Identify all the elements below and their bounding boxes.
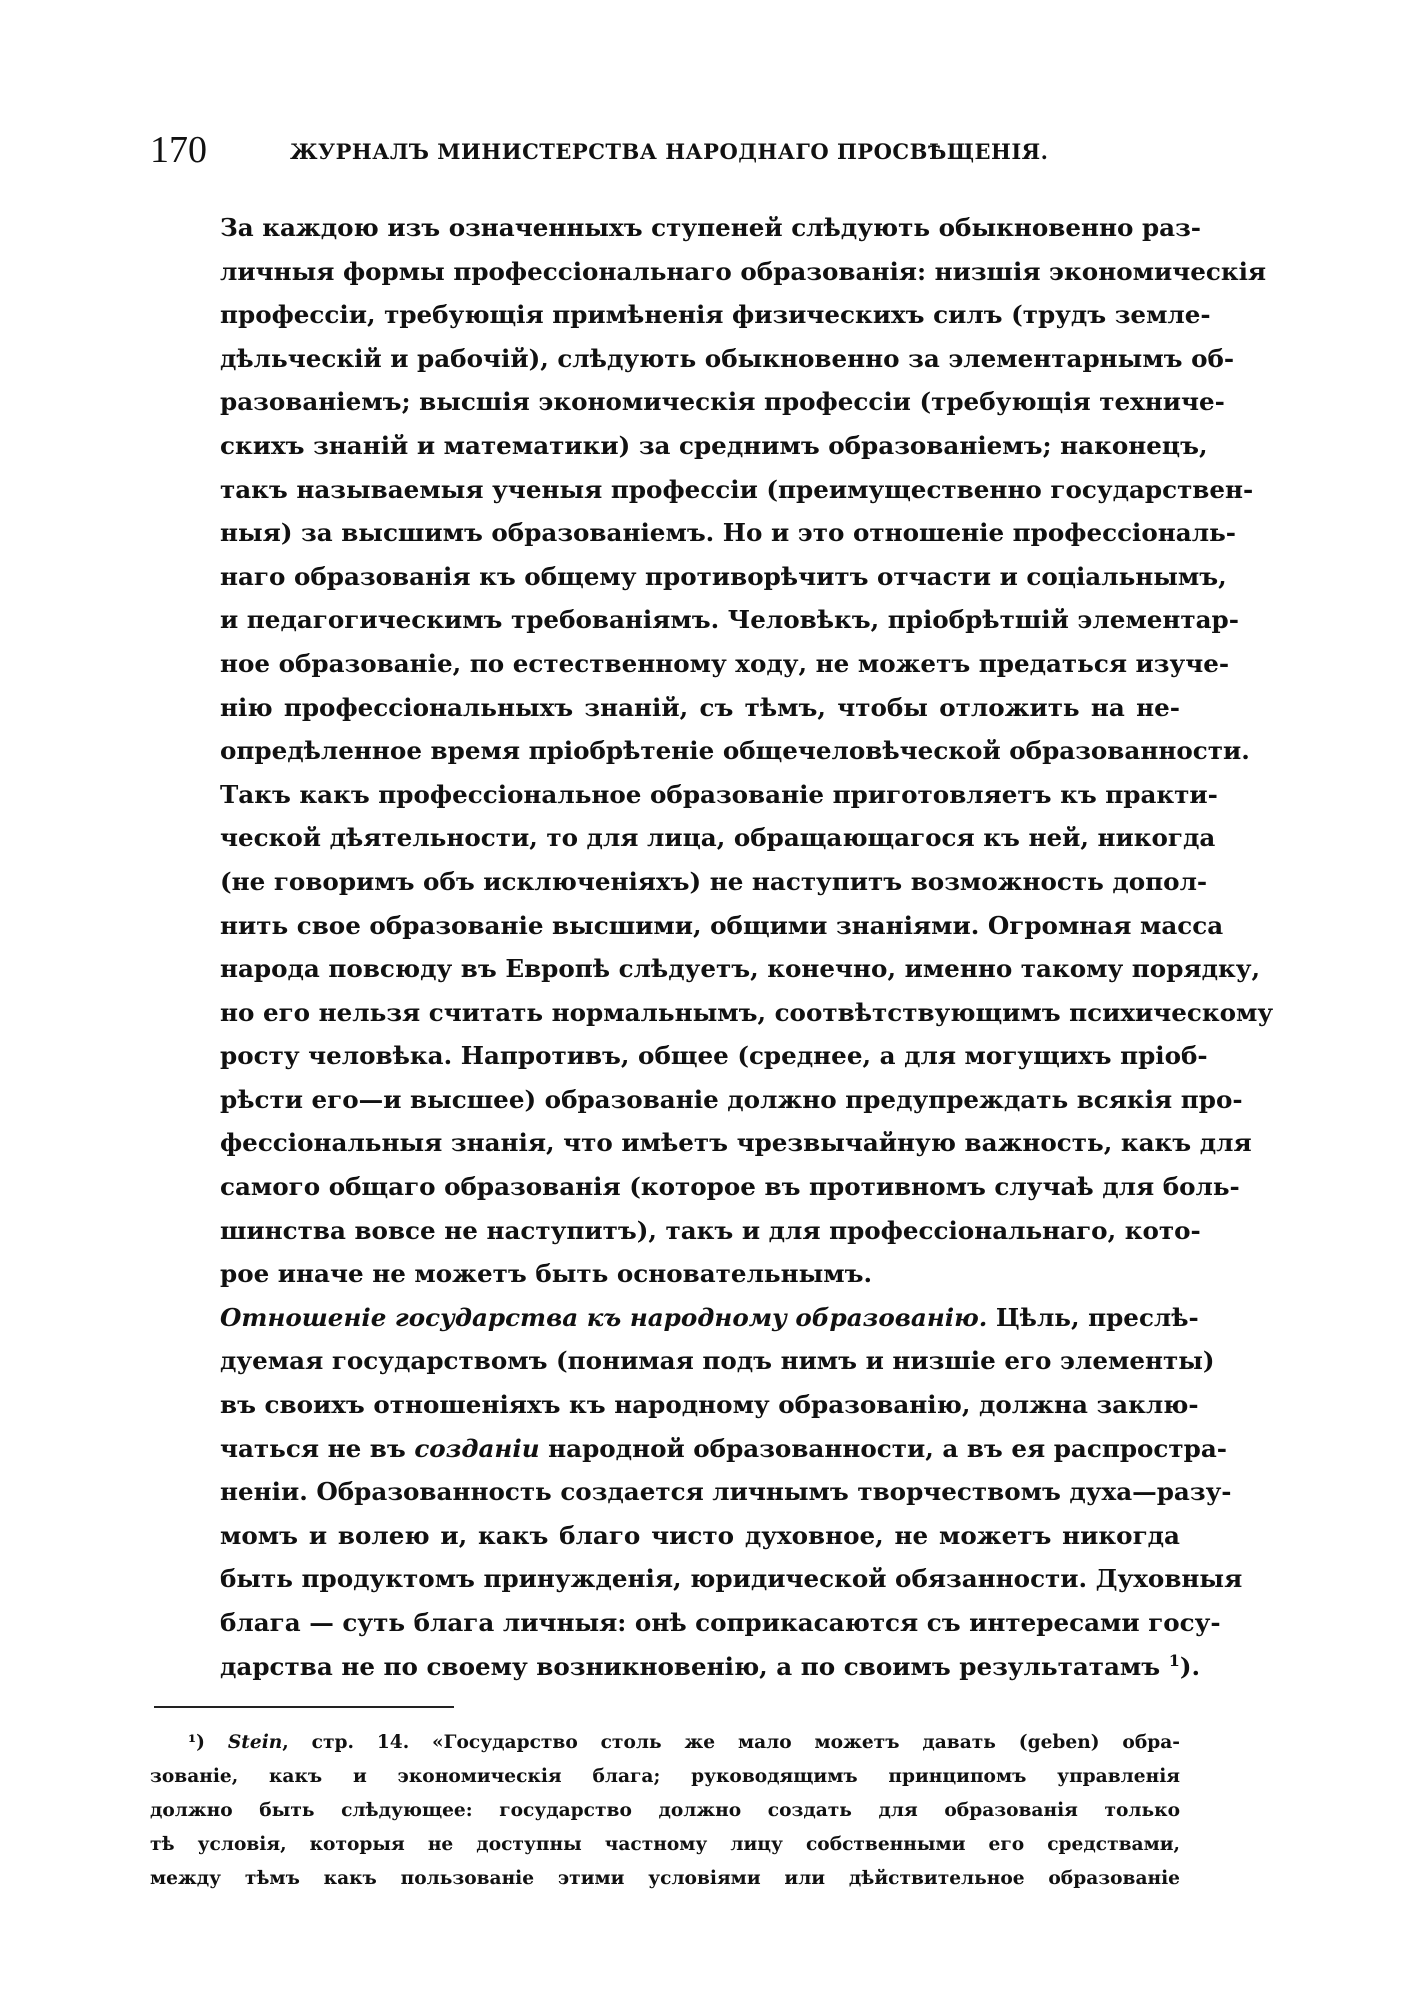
paragraph-1-line-4: дѣльческій и рабочій), слѣдують обыкновенно за элементарнымъ об-	[220, 343, 1235, 373]
paragraph-2-line-2: дуемая государствомъ (понимая подъ нимъ и низшіе его элементы)	[220, 1346, 1215, 1376]
paragraph-2	[150, 1296, 1243, 1688]
paragraph-1-line-17: нить свое образованіе высшими, общими знаніями. Огромная масса	[220, 910, 1224, 940]
footnote-line-1: ¹) Stein, стр. 14. «Государство столь же мало можетъ давать (geben) обра-	[188, 1732, 1180, 1754]
paragraph-1-line-7: такъ называемыя ученыя профессіи (преимущественно государствен-	[220, 474, 1254, 504]
footnote-line-4: тѣ условія, которыя не доступны частному лицу собственными его средствами,	[150, 1834, 1180, 1856]
footnote-reference[interactable]: 1	[1168, 1650, 1180, 1670]
footnote-line-2: зованіе, какъ и экономическія блага; руководящимъ принципомъ управленія	[150, 1766, 1180, 1788]
paragraph-1-line-10: и педагогическимъ требованіямъ. Человѣкъ, пріобрѣтшій элементар-	[220, 605, 1239, 635]
section-title: Отношеніе государства къ народному образованію.	[220, 1302, 988, 1332]
paragraph-1-line-21: рѣсти его—и высшее) образованіе должно предупреждать всякія про-	[220, 1084, 1243, 1114]
paragraph-1-line-2: личныя формы профессіональнаго образованія: низшія экономическія	[220, 256, 1267, 286]
paragraph-1-line-20: росту человѣка. Напротивъ, общее (среднее, а для могущихъ пріоб-	[220, 1041, 1208, 1071]
body-text	[150, 206, 1274, 1688]
paragraph-1-line-9: наго образованія къ общему противорѣчитъ отчасти и соціальнымъ,	[220, 561, 1227, 591]
page-number: 170	[150, 129, 207, 171]
paragraph-1-line-25: рое иначе не можетъ быть основательнымъ.	[220, 1259, 873, 1289]
paragraph-1-line-8: ныя) за высшимъ образованіемъ. Но и это отношеніе профессіональ-	[220, 518, 1236, 548]
paragraph-1-line-23: самого общаго образованія (которое въ противномъ случаѣ для боль-	[220, 1172, 1240, 1202]
paragraph-1-line-12: нію профессіональныхъ знаній, съ тѣмъ, чтобы отложить на не-	[220, 692, 1180, 722]
footnote-line-5: между тѣмъ какъ пользованіе этими условіями или дѣйствительное образованіе	[150, 1868, 1180, 1890]
paragraph-1-line-3: профессіи, требующія примѣненія физическихъ силъ (трудъ земле-	[220, 300, 1211, 330]
paragraph-1-line-14: Такъ какъ профессіональное образованіе приготовляетъ къ практи-	[220, 779, 1218, 809]
paragraph-2-line-8: блага — суть блага личныя: онѣ соприкасаются съ интересами госу-	[220, 1608, 1221, 1637]
italic-word: созданіи	[414, 1433, 540, 1463]
footnote-divider	[154, 1706, 454, 1708]
paragraph-2-line-3: въ своихъ отношеніяхъ къ народному образованію, должна заклю-	[220, 1390, 1199, 1420]
paragraph-1-line-22: фессіональныя знанія, что имѣетъ чрезвычайную важность, какъ для	[220, 1128, 1252, 1158]
paragraph-1-line-15: ческой дѣятельности, то для лица, обращающагося къ ней, никогда	[220, 823, 1216, 853]
paragraph-1-line-11: ное образованіе, по естественному ходу, не можетъ предаться изуче-	[220, 648, 1230, 678]
paragraph-1-line-6: скихъ знаній и математики) за среднимъ образованіемъ; наконецъ,	[220, 430, 1208, 460]
paragraph-1-line-16: (не говоримъ объ исключеніяхъ) не наступитъ возможность допол-	[220, 866, 1208, 896]
paragraph-1-line-1: За каждою изъ означенныхъ ступеней слѣдують обыкновенно раз-	[220, 213, 1202, 242]
paragraph-2-line-5: неніи. Образованность создается личнымъ творчествомъ духа—разу-	[220, 1477, 1232, 1507]
paragraph-2-line-1: Отношеніе государства къ народному образованію. Цѣль, преслѣ-	[220, 1302, 1199, 1332]
paragraph-2-line-9: дарства не по своему возникновенію, а по своимъ результатамъ $^1$).	[220, 1650, 1201, 1681]
footnote-author: Stein	[227, 1732, 283, 1754]
paragraph-2-line-7: быть продуктомъ принужденія, юридической обязанности. Духовныя	[220, 1564, 1243, 1594]
running-head: ЖУРНАЛЪ МИНИСТЕРСТВА НАРОДНАГО ПРОСВѢЩЕНІЯ.	[290, 139, 1049, 164]
footnote-marker: ¹)	[188, 1732, 205, 1754]
paragraph-2-line-6: момъ и волею и, какъ благо чисто духовное, не можетъ никогда	[220, 1520, 1180, 1550]
footnote-line-3: должно быть слѣдующее: государство должно создать для образованія только	[150, 1800, 1180, 1822]
paragraph-1-line-18: народа повсюду въ Европѣ слѣдуетъ, конечно, именно такому порядку,	[220, 954, 1261, 984]
paragraph-1-line-24: шинства вовсе не наступитъ), такъ и для профессіональнаго, кото-	[220, 1215, 1201, 1245]
paragraph-1-line-5: разованіемъ; высшія экономическія профессіи (требующія техниче-	[220, 387, 1225, 417]
page-header	[150, 128, 1180, 188]
paragraph-1-line-19: но его нельзя считать нормальнымъ, соотвѣтствующимъ психическому	[220, 997, 1274, 1027]
paragraph-1	[150, 206, 1274, 1296]
book-page	[150, 128, 1274, 1948]
footnotes	[150, 1726, 1180, 1896]
paragraph-1-line-13: опредѣленное время пріобрѣтеніе общечеловѣческой образованности.	[220, 736, 1250, 766]
paragraph-2-line-4: чаться не въ созданіи народной образованности, а въ ея распростра-	[220, 1433, 1227, 1463]
